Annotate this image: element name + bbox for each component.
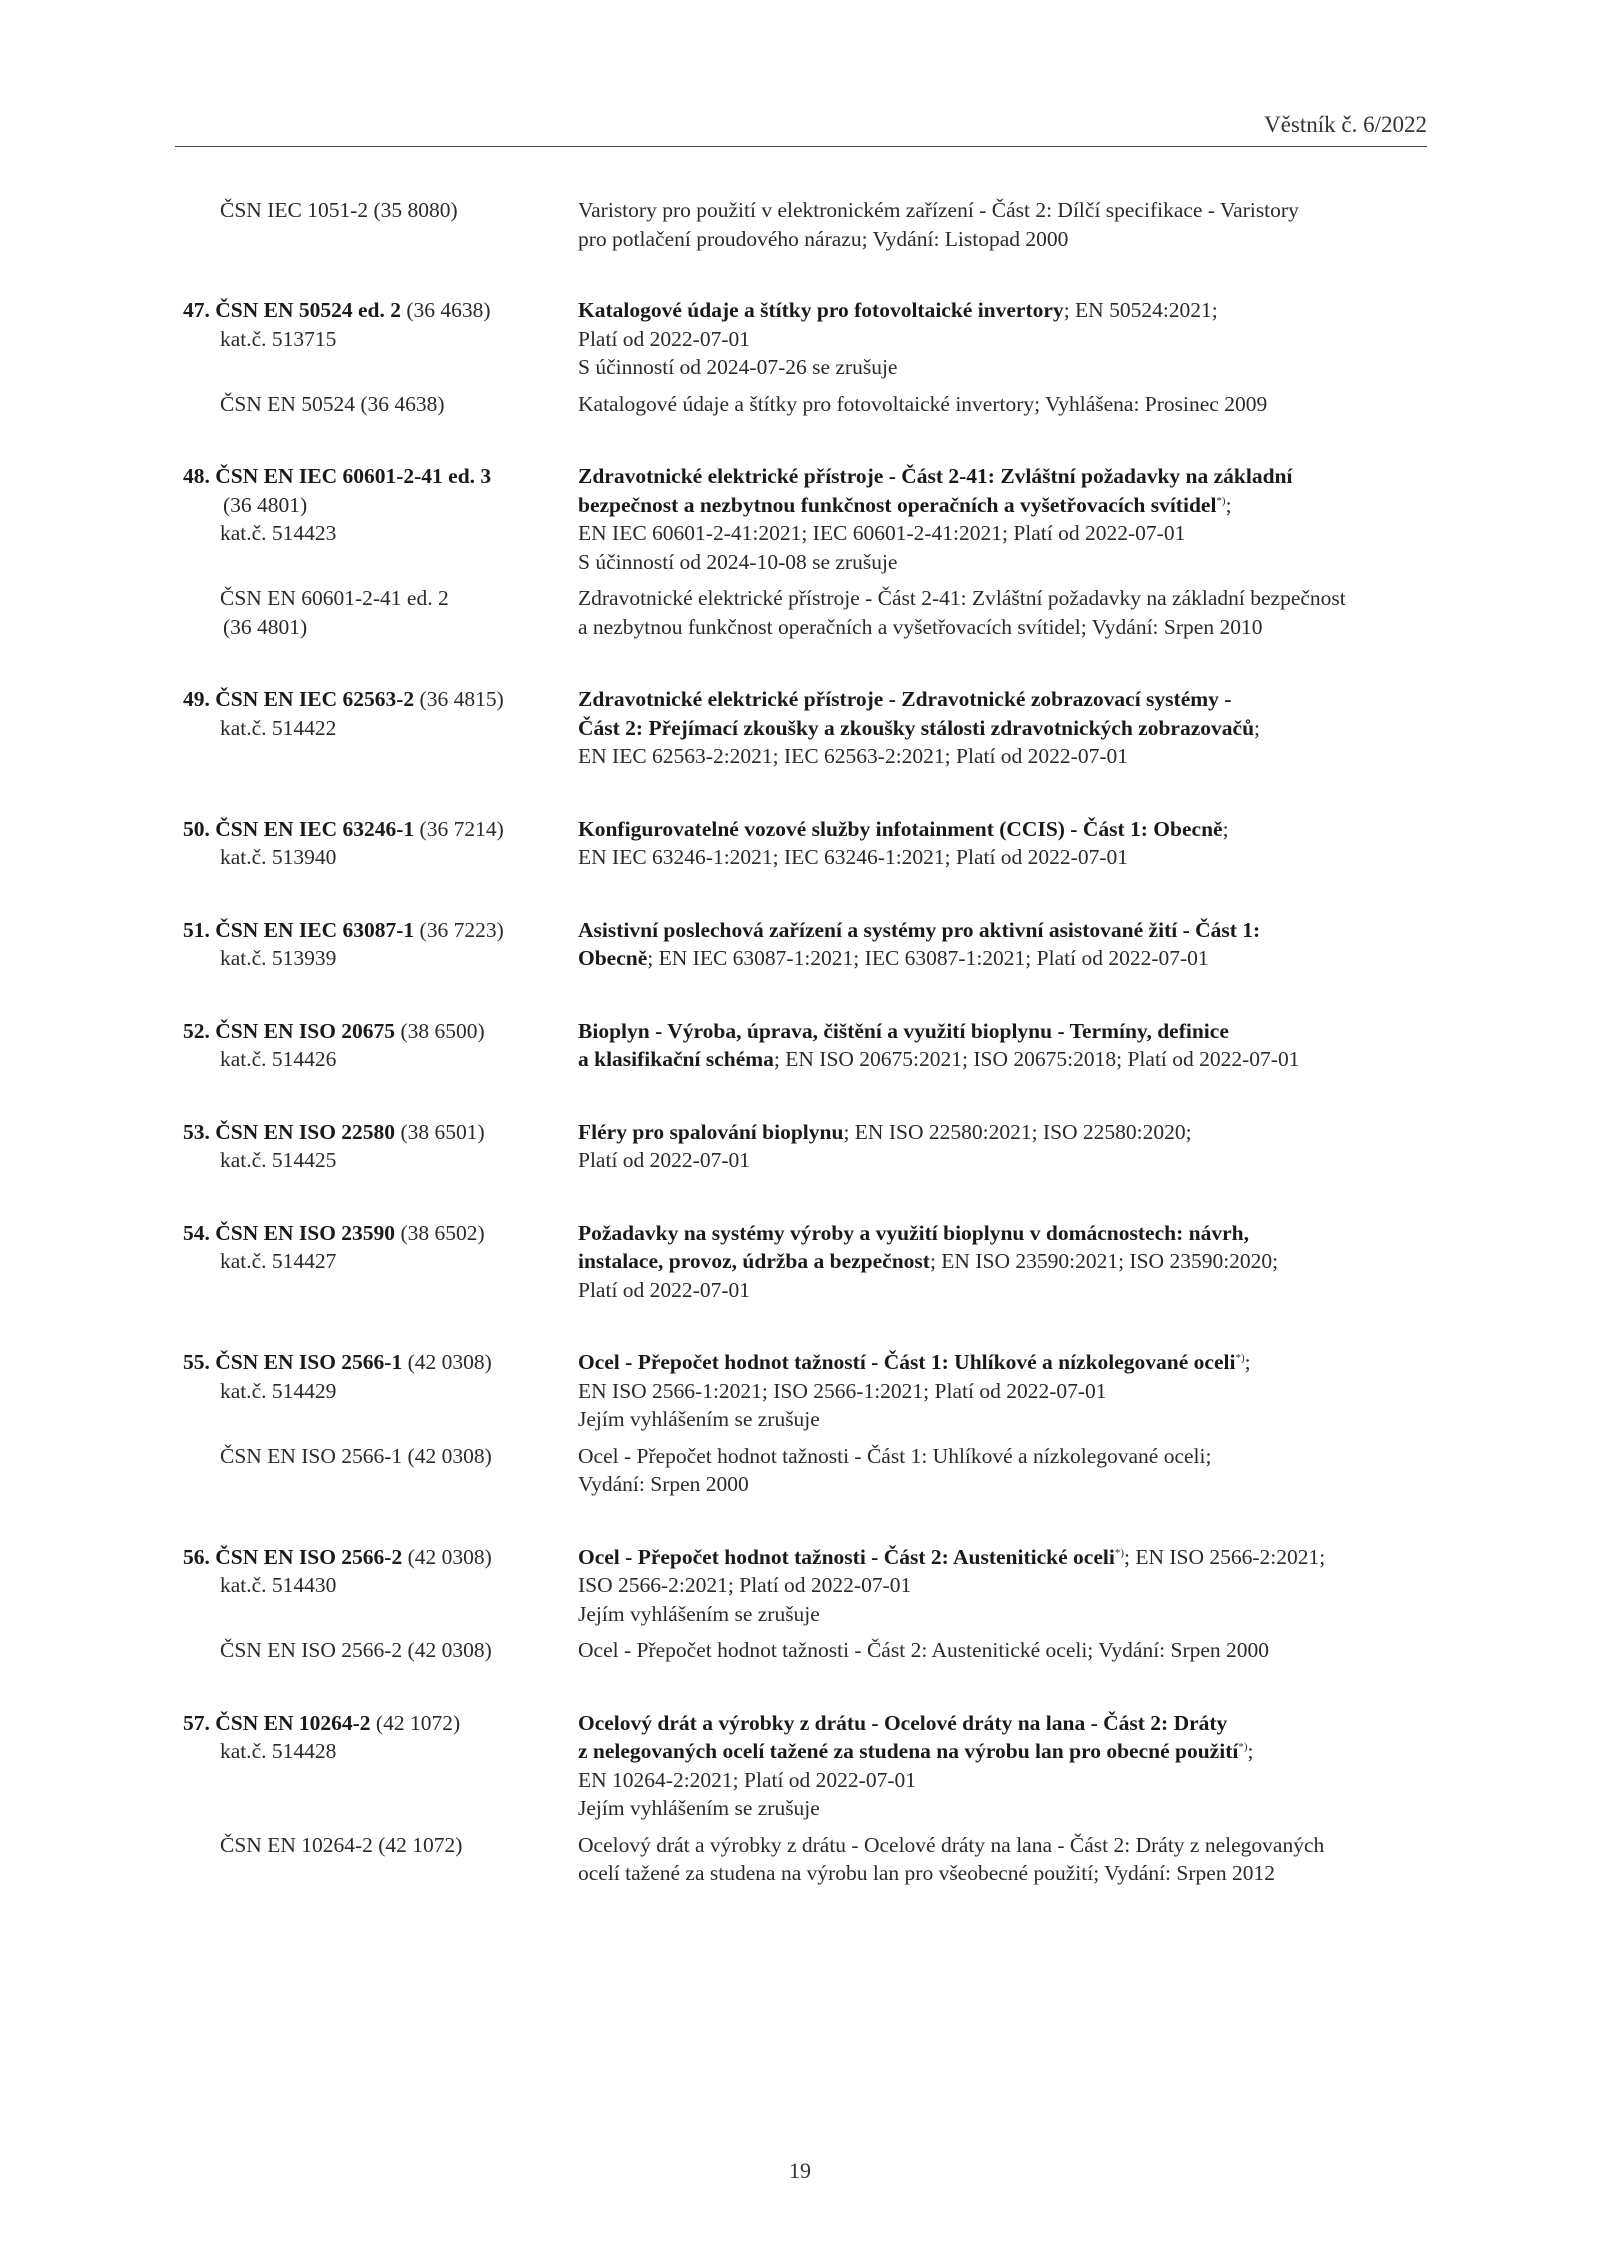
standard-code: 52. ČSN EN ISO 20675 (38 6500) kat.č. 514426 [183,1018,485,1071]
standard-entry-56 [183,1543,1433,1629]
replaced-description: Katalogové údaje a štítky pro fotovoltaické invertory; Vyhlášena: Prosinec 2009 [578,391,1268,416]
standard-description: Fléry pro spalování bioplynu; EN ISO 22580:2021; ISO 22580:2020; Platí od 2022-07-01 [578,1119,1192,1172]
standard-code: 51. ČSN EN IEC 63087-1 (36 7223) kat.č. 513939 [183,917,504,970]
standard-code: 49. ČSN EN IEC 62563-2 (36 4815) kat.č. 514422 [183,687,504,740]
standard-description: Asistivní poslechová zařízení a systémy pro aktivní asistované žití - Část 1: Obecně; EN IEC 63087-1:2021; IEC 63087-1:2021; Platí od 2022-07-01 [578,917,1261,970]
replaced-code: ČSN IEC 1051-2 (35 8080) [220,198,458,222]
standard-code: 57. ČSN EN 10264-2 (42 1072) kat.č. 514428 [183,1710,461,1763]
replaced-code: ČSN EN ISO 2566-2 (42 0308) [220,1638,492,1662]
replaced-standard [183,1831,1433,1888]
replaced-standard [183,1636,1433,1665]
replaced-description: Ocelový drát a výrobky z drátu - Ocelové dráty na lana - Část 2: Dráty z nelegovaných ocelí tažené za studena na výrobu lan pro všeobecné použití; Vydání: Srpen 2012 [578,1832,1325,1885]
standard-code: 56. ČSN EN ISO 2566-2 (42 0308) kat.č. 514430 [183,1544,492,1597]
standard-description: Ocel - Přepočet hodnot tažností - Část 1: Uhlíkové a nízkolegované oceli*); EN ISO 2566-1:2021; ISO 2566-1:2021; Platí od 2022-07-01 Jejím vyhlášením se zrušuje [578,1350,1251,1431]
footnote-marker: *) [1114,1546,1124,1559]
replaced-standard [183,196,1433,253]
standard-description: Zdravotnické elektrické přístroje - Zdravotnické zobrazovací systémy - Část 2: Přejímací zkoušky a zkoušky stálosti zdravotnických zobrazovačů; EN IEC 62563-2:2021; IEC 62563-2:2021; Platí od 2022-07-01 [578,687,1261,768]
replaced-code: ČSN EN 60601-2-41 ed. 2 (36 4801) [220,586,449,639]
page-header [175,112,1427,147]
replaced-code: ČSN EN ISO 2566-1 (42 0308) [220,1443,492,1468]
standard-code: 55. ČSN EN ISO 2566-1 (42 0308) kat.č. 514429 [183,1350,492,1403]
replaced-description: Ocel - Přepočet hodnot tažnosti - Část 2: Austenitické oceli; Vydání: Srpen 2000 [578,1638,1270,1662]
replaced-standard [183,390,1433,419]
footnote-marker: *) [1235,1352,1245,1364]
replaced-description: Zdravotnické elektrické přístroje - Část 2-41: Zvláštní požadavky na základní bezpečnost a nezbytnou funkčnost operačních a vyšetřovacích svítidel; Vydání: Srpen 2010 [578,586,1346,639]
footnote-marker: *) [1216,494,1226,507]
replaced-standard [183,584,1433,641]
standard-code: 54. ČSN EN ISO 23590 (38 6502) kat.č. 514427 [183,1220,485,1273]
standard-code: 48. ČSN EN IEC 60601-2-41 ed. 3 (36 4801) kat.č. 514423 [183,464,492,545]
standard-description: Ocelový drát a výrobky z drátu - Ocelové dráty na lana - Část 2: Dráty z nelegovaných ocelí tažené za studena na výrobu lan pro obecné použití*); EN 10264-2:2021; Platí od 2022-07-01 Jejím vyhlášením se zrušuje [578,1710,1254,1820]
standard-entry-55 [183,1348,1433,1434]
standard-code: 53. ČSN EN ISO 22580 (38 6501) kat.č. 514425 [183,1119,485,1172]
standard-description: Požadavky na systémy výroby a využití bioplynu v domácnostech: návrh, instalace, provoz, údržba a bezpečnost; EN ISO 23590:2021; ISO 23590:2020; Platí od 2022-07-01 [578,1220,1279,1302]
standard-entry-53 [183,1118,1433,1175]
standard-description: Zdravotnické elektrické přístroje - Část 2-41: Zvláštní požadavky na základní bezpečnost a nezbytnou funkčnost operačních a vyšetřovacích svítidel*); EN IEC 60601-2-41:2021; IEC 60601-2-41:2021; Platí od 2022-07-01 S účinností od 2024-10-08 se zrušuje [578,464,1293,574]
replaced-code: ČSN EN 50524 (36 4638) [220,391,445,416]
replaced-code: ČSN EN 10264-2 (42 1072) [220,1832,463,1857]
replaced-standard [183,1442,1433,1499]
page-number: 19 [789,2158,811,2183]
standard-description: Katalogové údaje a štítky pro fotovoltaické invertory; EN 50524:2021; Platí od 2022-07-01 S účinností od 2024-07-26 se zrušuje [578,298,1218,379]
standard-entry-49 [183,685,1433,771]
standard-entry-54 [183,1219,1433,1305]
page-footer [0,2158,1600,2184]
standard-description: Bioplyn - Výroba, úprava, čištění a využití bioplynu - Termíny, definice a klasifikační schéma; EN ISO 20675:2021; ISO 20675:2018; Platí od 2022-07-01 [578,1018,1300,1071]
replaced-description: Ocel - Přepočet hodnot tažnosti - Část 1: Uhlíkové a nízkolegované oceli; Vydání: Srpen 2000 [578,1443,1212,1496]
footnote-marker: *) [1238,1741,1248,1753]
standard-entry-47 [183,296,1433,382]
standards-list [183,196,1433,1888]
standard-code: 47. ČSN EN 50524 ed. 2 (36 4638) kat.č. 513715 [183,298,491,351]
standard-entry-50 [183,815,1433,872]
standard-entry-51 [183,916,1433,973]
standard-entry-48 [183,462,1433,576]
standard-entry-57 [183,1709,1433,1823]
standard-code: 50. ČSN EN IEC 63246-1 (36 7214) kat.č. 513940 [183,816,504,869]
standard-description: Ocel - Přepočet hodnot tažnosti - Část 2: Austenitické oceli*); EN ISO 2566-2:2021; ISO 2566-2:2021; Platí od 2022-07-01 Jejím vyhlášením se zrušuje [578,1544,1326,1626]
replaced-description: Varistory pro použití v elektronickém zařízení - Část 2: Dílčí specifikace - Varistory pro potlačení proudového nárazu; Vydání: Listopad 2000 [578,198,1299,251]
standard-entry-52 [183,1017,1433,1074]
standard-description: Konfigurovatelné vozové služby infotainment (CCIS) - Část 1: Obecně; EN IEC 63246-1:2021; IEC 63246-1:2021; Platí od 2022-07-01 [578,816,1229,869]
bulletin-title: Věstník č. 6/2022 [1264,112,1427,137]
